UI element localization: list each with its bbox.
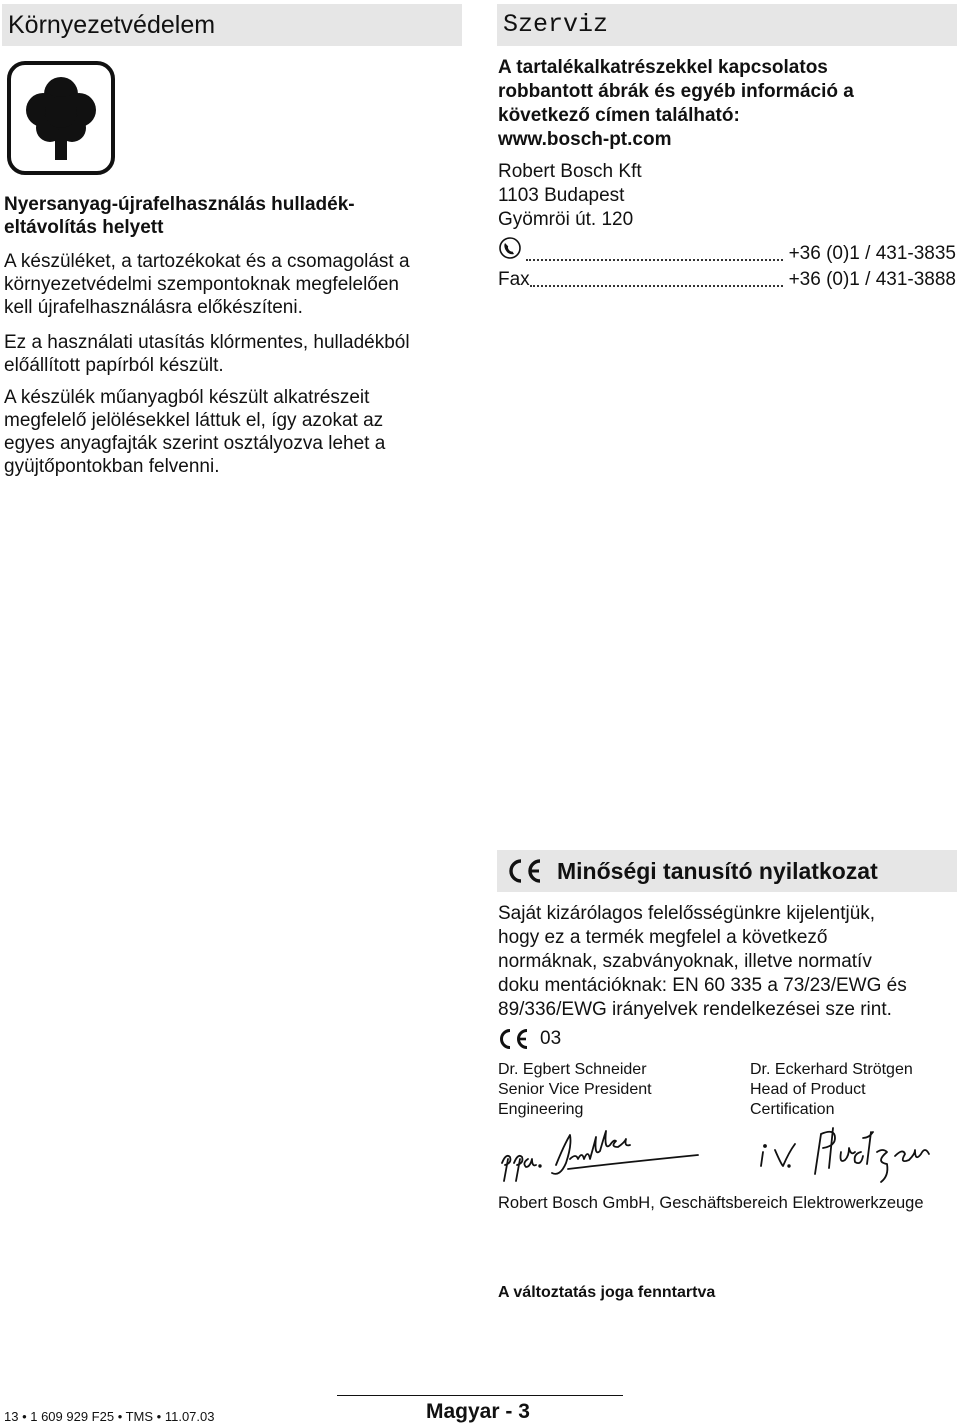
phone-row [498,237,956,266]
service-info-text: A tartalékalkatrészekkel kapcsolatos robbantott ábrák és egyéb információ a következő címen található: www.bosch-pt.com [498,57,854,150]
paragraph-packaging: A készüléket, a tartozékokat és a csomagolást a környezetvédelmi szempontoknak megfelelően kell újrafelhasználásra előkészíteni. [4,251,410,318]
company-name: Robert Bosch GmbH, Geschäftsbereich Elektrowerkzeuge [498,1194,924,1212]
rights-notice: A változtatás joga fenntartva [498,1284,716,1301]
ce-mark-icon [507,858,543,884]
footer-page: Magyar - 3 [426,1400,530,1423]
signature-2 [755,1122,955,1188]
fax-label: Fax [498,269,530,290]
paragraph-plastics: A készülék műanyagból készült alkatrészeit megfelelő jelölésekkel láttuk el, így azokat az egyes anyagfajták szerint osztályozva lehet a gyüjtőpontokban felvenni. [4,387,386,477]
signature-1 [498,1125,708,1187]
conformity-declaration: Saját kizárólagos felelősségünkre kijelentjük, hogy ez a termék megfelel a következő normáknak, szabványoknak, illetve normatív doku mentációknak: EN 60 335 a 73/23/EWG és 89/336/EWG irányelvek rendelkezései sze rint. [498,903,907,1020]
subheading-recycling: Nyersanyag-újrafelhasználás hulladék- eltávolítás helyett [4,194,355,238]
service-website-link[interactable]: www.bosch-pt.com [498,129,672,150]
service-address: Robert Bosch Kft 1103 Budapest Gyömröi út. 120 [498,161,642,230]
section-heading-environment: Környezetvédelem [2,4,462,46]
tree-icon [6,60,116,176]
section-heading-service: Szerviz [497,4,957,46]
signer-1: Dr. Egbert Schneider Senior Vice President Engineering [498,1061,652,1118]
ce-year-mark [498,1028,561,1050]
ce-year: 03 [540,1028,562,1049]
phone-number: +36 (0)1 / 431-3835 [788,243,956,264]
fax-number: +36 (0)1 / 431-3888 [788,269,956,290]
conformity-heading-text: Minőségi tanusító nyilatkozat [557,857,878,884]
section-heading-conformity [497,850,957,892]
signer-2: Dr. Eckerhard Strötgen Head of Product Certification [750,1061,913,1118]
fax-row [498,268,956,292]
footer-docnum: 13 • 1 609 929 F25 • TMS • 11.07.03 [4,1409,215,1424]
telephone-icon [498,237,522,259]
paragraph-paper: Ez a használati utasítás klórmentes, hulladékból előállított papírból készült. [4,332,410,376]
footer-rule [337,1395,623,1396]
ce-mark-icon [498,1028,530,1050]
